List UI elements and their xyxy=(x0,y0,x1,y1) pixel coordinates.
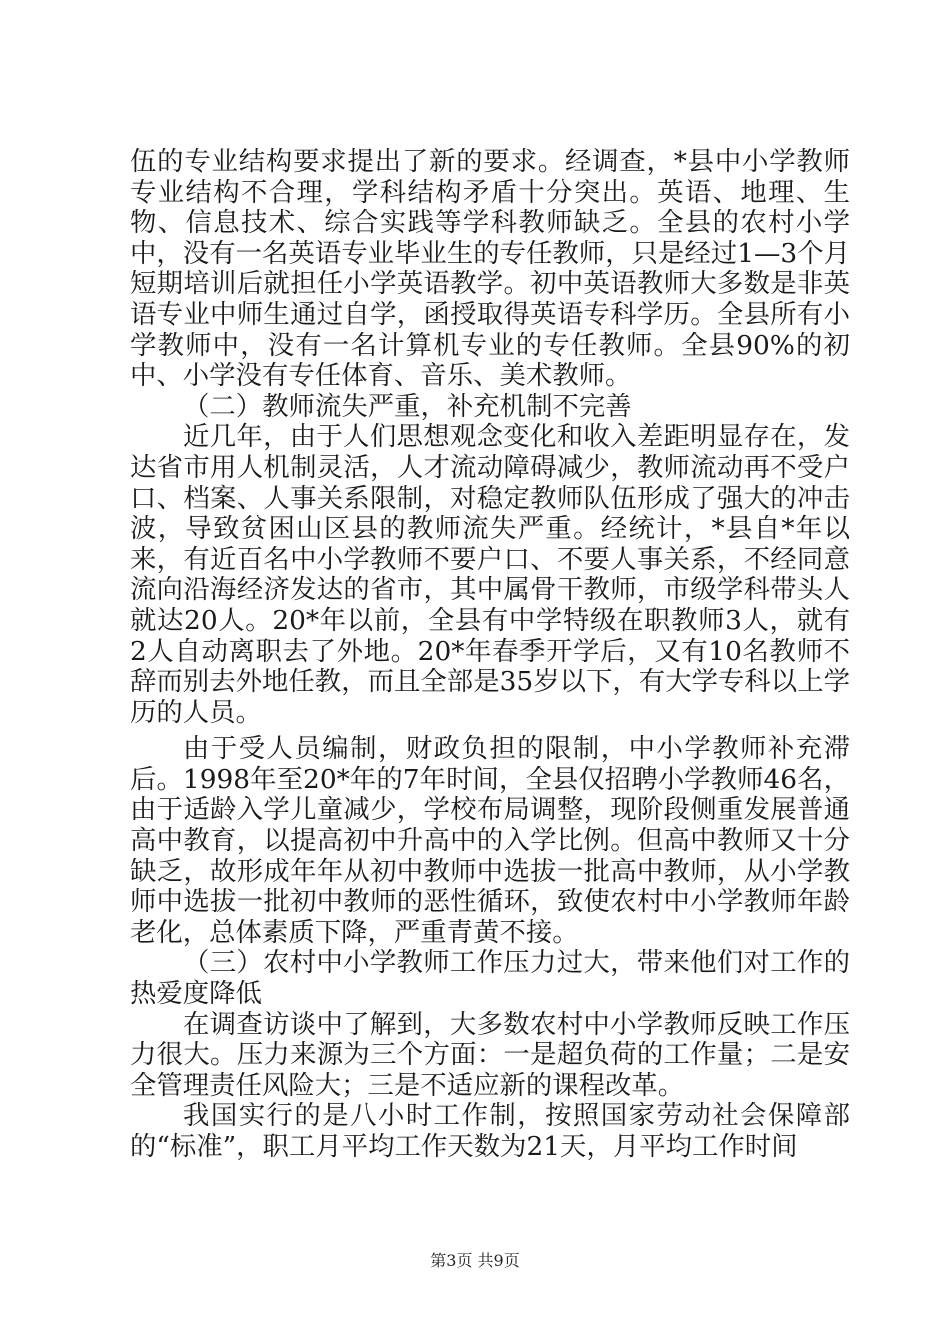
paragraph-continuation: 伍的专业结构要求提出了新的要求。经调查，*县中小学教师专业结构不合理，学科结构矛盾十分突出。英语、地理、生物、信息技术、综合实践等学科教师缺乏。全县的农村小学中，没有一名英语专业毕业生的专任教师，只是经过1—3个月短期培训后就担任小学英语教学。初中英语教师大多数是非英语专业中师生通过自学，函授取得英语专科学历。全县所有小学教师中，没有一名计算机专业的专任教师。全县90%的初中、小学没有专任体育、音乐、美术教师。 xyxy=(130,146,850,392)
page-footer: 第3页 共9页 xyxy=(430,1251,520,1270)
paragraph: 近几年，由于人们思想观念变化和收入差距明显存在，发达省市用人机制灵活，人才流动障碍减少，教师流动再不受户口、档案、人事关系限制，对稳定教师队伍形成了强大的冲击波，导致贫困山区县的教师流失严重。经统计，*县自*年以来，有近百名中小学教师不要户口、不要人事关系，不经同意流向沿海经济发达的省市，其中属骨干教师，市级学科带头人就达20人。20*年以前，全县有中学特级在职教师3人，就有2人自动离职去了外地。20*年春季开学后，又有10名教师不辞而别去外地任教，而且全部是35岁以下，有大学专科以上学历的人员。 xyxy=(130,421,850,728)
section-heading-2: （二）教师流失严重，补充机制不完善 xyxy=(183,390,632,422)
section-heading-3: （三）农村中小学教师工作压力过大，带来他们对工作的热爱度降低 xyxy=(130,947,850,1010)
paragraph: 我国实行的是八小时工作制，按照国家劳动社会保障部的“标准”，职工月平均工作天数为21天，月平均工作时间 xyxy=(130,1100,850,1162)
paragraph: 由于受人员编制，财政负担的限制，中小学教师补充滞后。1998年至20*年的7年时间，全县仅招聘小学教师46名，由于适龄入学儿童减少，学校布局调整，现阶段侧重发展普通高中教育，以提高初中升高中的入学比例。但高中教师又十分缺乏，故形成年年从初中教师中选拔一批高中教师，从小学教师中选拔一批初中教师的恶性循环，致使农村中小学教师年龄老化，总体素质下降，严重青黄不接。 xyxy=(130,733,850,948)
paragraph: 在调查访谈中了解到，大多数农村中小学教师反映工作压力很大。压力来源为三个方面：一是超负荷的工作量；二是安全管理责任风险大；三是不适应新的课程改革。 xyxy=(130,1008,850,1101)
body-text xyxy=(130,147,850,1163)
